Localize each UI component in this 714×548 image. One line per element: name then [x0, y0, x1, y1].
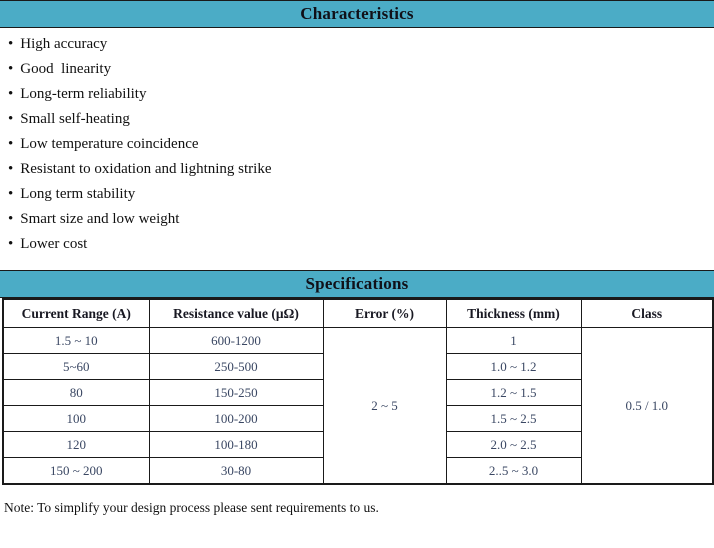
note-text: Note: To simplify your design process please sent requirements to us.: [4, 500, 379, 515]
cell-thickness: 1: [446, 328, 581, 354]
cell-thickness: 1.2 ~ 1.5: [446, 380, 581, 406]
list-item-label: Long-term reliability: [20, 86, 147, 102]
cell-error-merged: 2 ~ 5: [323, 328, 446, 485]
column-header-thickness: Thickness (mm): [446, 299, 581, 328]
bullet-icon: •: [8, 186, 14, 202]
cell-current-range: 100: [3, 406, 149, 432]
list-item: [8, 82, 714, 107]
bullet-icon: •: [8, 111, 14, 127]
specifications-title: Specifications: [305, 274, 409, 293]
spacer: [0, 257, 714, 270]
specifications-table: [2, 298, 714, 485]
list-item-label: Smart size and low weight: [20, 211, 180, 227]
cell-resistance: 150-250: [149, 380, 323, 406]
characteristics-list: [0, 28, 714, 257]
list-item-label: Resistant to oxidation and lightning strike: [20, 161, 272, 177]
list-item: [8, 232, 714, 257]
bullet-icon: •: [8, 236, 14, 252]
list-item: [8, 57, 714, 82]
bullet-icon: •: [8, 86, 14, 102]
cell-thickness: 1.5 ~ 2.5: [446, 406, 581, 432]
cell-thickness: 1.0 ~ 1.2: [446, 354, 581, 380]
list-item-label: Small self-heating: [20, 111, 130, 127]
column-header-error: Error (%): [323, 299, 446, 328]
cell-current-range: 120: [3, 432, 149, 458]
cell-thickness: 2..5 ~ 3.0: [446, 458, 581, 485]
list-item-label: High accuracy: [20, 36, 108, 52]
list-item: [8, 182, 714, 207]
cell-current-range: 150 ~ 200: [3, 458, 149, 485]
cell-current-range: 1.5 ~ 10: [3, 328, 149, 354]
characteristics-title: Characteristics: [300, 4, 414, 23]
bullet-icon: •: [8, 161, 14, 177]
table-header-row: [3, 299, 713, 328]
list-item: [8, 107, 714, 132]
cell-resistance: 100-180: [149, 432, 323, 458]
list-item: [8, 32, 714, 57]
cell-resistance: 600-1200: [149, 328, 323, 354]
table-row: [3, 328, 713, 354]
column-header-resistance: Resistance value (μΩ): [149, 299, 323, 328]
column-header-class: Class: [581, 299, 713, 328]
list-item-label: Long term stability: [20, 186, 136, 202]
cell-class-merged: 0.5 / 1.0: [581, 328, 713, 485]
bullet-icon: •: [8, 36, 14, 52]
list-item: [8, 207, 714, 232]
cell-thickness: 2.0 ~ 2.5: [446, 432, 581, 458]
bullet-icon: •: [8, 136, 14, 152]
cell-resistance: 30-80: [149, 458, 323, 485]
characteristics-header-bar: [0, 0, 714, 28]
list-item: [8, 157, 714, 182]
list-item-label: Good linearity: [20, 61, 112, 77]
bullet-icon: •: [8, 211, 14, 227]
list-item-label: Low temperature coincidence: [20, 136, 199, 152]
cell-resistance: 100-200: [149, 406, 323, 432]
cell-current-range: 5~60: [3, 354, 149, 380]
list-item-label: Lower cost: [20, 236, 88, 252]
specifications-header-bar: [0, 270, 714, 298]
list-item: [8, 132, 714, 157]
cell-resistance: 250-500: [149, 354, 323, 380]
bullet-icon: •: [8, 61, 14, 77]
column-header-current-range: Current Range (A): [3, 299, 149, 328]
cell-current-range: 80: [3, 380, 149, 406]
